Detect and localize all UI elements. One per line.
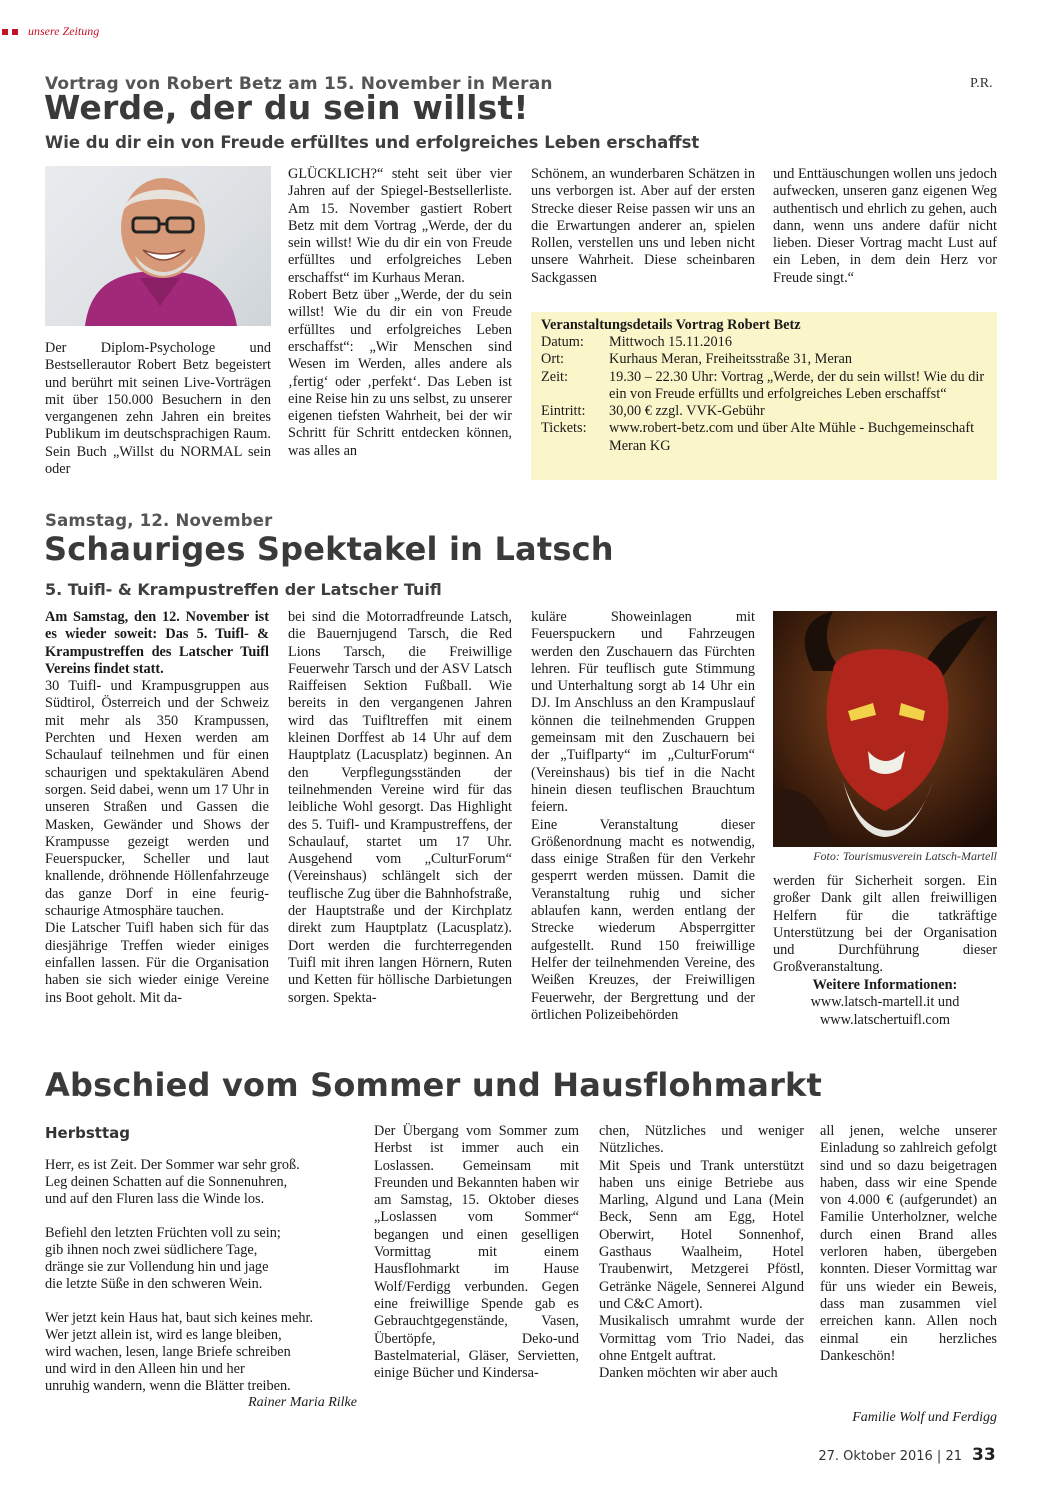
krampus-photo <box>773 611 997 847</box>
event-details-box <box>531 312 997 480</box>
article1-col4: und Enttäuschungen wollen uns jedoch aufwecken, unseren ganz eigenen Weg authentisch und ehrlich zu gehen, auch dann, wenn uns andere dafür nicht lieben. Dieser Vortrag macht Lust auf ein Leben, in dem dein Herz vor Freude singt.“ <box>773 166 997 286</box>
poem-stanza-3: Wer jetzt kein Haus hat, baut sich keines mehr. Wer jetzt allein ist, wird es lange bleiben, wird wachen, lesen, lange Briefe schreiben und wird in den Alleen hin und her unruhig wandern, wenn die Blätter treiben. <box>45 1310 314 1394</box>
event-details-row <box>541 351 987 368</box>
article1-col2-para2: Robert Betz über „Werde, der du sein willst! Wie du dir ein von Freude erfülltes und erfolgreiches Leben erschaffst“: „Wir Menschen sind Wesen im Werden, alles andere als ‚fertig‘ oder ‚perfekt‘. Das Leben ist eine Reise hin zu uns selbst, zu unserer eigenen tiefsten Wahrheit, bei der wir Schritt für Schritt entdecken können, was alles an <box>288 287 512 459</box>
event-details-value: www.robert-betz.com und über Alte Mühle - Buchgemeinschaft Meran KG <box>609 420 975 454</box>
link-latschertuifl[interactable]: www.latschertuifl.com <box>819 1011 951 1028</box>
article1-col2-para1: GLÜCKLICH?“ steht seit über vier Jahren auf der Spiegel-Bestsellerliste. Am 15. November gastiert Robert Betz mit dem Vortrag „Werde, der du sein willst! Wie du dir ein von Freude erfülltes und erfolgreiches Leben erschaffst“ im Kurhaus Meran. <box>288 166 512 286</box>
article1-col2 <box>288 166 512 460</box>
link-latsch-martell[interactable]: www.latsch-martell.it und <box>810 994 960 1011</box>
portrait-illustration <box>45 166 271 326</box>
poem <box>45 1157 365 1412</box>
poem-stanza-1: Herr, es ist Zeit. Der Sommer war sehr groß. Leg deinen Schatten auf die Sonnenuhren, und auf den Fluren lass die Winde los. <box>45 1157 300 1207</box>
article2-col1 <box>45 609 269 1007</box>
event-details-value: 19.30 – 22.30 Uhr: Vortrag „Werde, der du sein willst! Wie du dir ein von Freude erfüllts und erfolgreiches Leben erschaffst“ <box>609 368 985 402</box>
article2-col3 <box>531 609 755 1024</box>
masthead-squares <box>2 22 18 40</box>
event-details-row <box>541 334 987 351</box>
masthead-logo: unsere Zeitung <box>28 23 100 38</box>
article3-col3: chen, Nützliches und weniger Nützliches. Mit Speis und Trank unterstützt haben uns einige Betriebe aus Marling, Algund und Lana (Mein Beck, Senn am Egg, Hotel Oberwirt, Hotel Sonnenhof, Gasthaus Waalheim, Hotel Traubenwirt, Metzgerei Pföstl, Getränke Nägele, Sennerei Algund und C&C Amort). Musikalisch umrahmt wurde der Vormittag vom Trio Nadei, das ohne Entgelt auftrat. Danken möchten wir aber auch <box>599 1123 804 1382</box>
event-details-key: Zeit: <box>541 368 568 385</box>
article1-subheadline: Wie du dir ein von Freude erfülltes und erfolgreiches Leben erschaffst <box>45 133 700 152</box>
article2-col1-para2: Die Latscher Tuifl haben sich für das diesjährige Treffen wieder einiges einfallen lassen. Für die Organisation haben sie sich wieder einige Vereine ins Boot geholt. Mit da- <box>45 920 269 1006</box>
article2-col4: werden für Sicherheit sorgen. Ein großer Dank gilt allen freiwilligen Helfern für die tatkräftige Unterstützung bei der Organisation und Durchführung dieser Großveranstaltung. <box>773 873 997 976</box>
event-details-value: Kurhaus Meran, Freiheitsstraße 31, Meran <box>609 351 852 368</box>
event-details-row <box>541 420 987 455</box>
footer-date: 27. Oktober 2016 | 21 <box>818 1449 962 1464</box>
event-details-value: Mittwoch 15.11.2016 <box>609 334 732 350</box>
article1-headline: Werde, der du sein willst! <box>44 88 529 127</box>
event-details-key: Eintritt: <box>541 403 586 420</box>
event-details-key: Tickets: <box>541 420 587 437</box>
article3-headline: Abschied vom Sommer und Hausflohmarkt <box>45 1066 823 1104</box>
event-details-title: Veranstaltungsdetails Vortrag Robert Betz <box>541 317 801 333</box>
poem-author: Rainer Maria Rilke <box>248 1395 357 1410</box>
article2-headline: Schauriges Spektakel in Latsch <box>44 530 614 568</box>
article2-col2: bei sind die Motorradfreunde Latsch, die Bauernjugend Tarsch, die Red Lions Tarsch, die Freiwillige Feuerwehr Tarsch und der ASV Latsch Raiffeisen Sektion Fußball. Wie bereits in den vergangenen Jahren wird das Tuifltreffen mit einem kleinen Dorffest ab 14 Uhr auf dem Hauptplatz (Lacusplatz) beginnen. An den Verpflegungsständen der teilnehmenden Vereine wird für das leibliche Wohl gesorgt. Das Highlight des 5. Tuifl- und Krampustreffens, der Schaulauf, startet um 17 Uhr. Ausgehend vom „CulturForum“ (Vereinshaus) schlängelt sich der teuflische Zug über die Bahnhofstraße, der Hauptstraße und der Kirchplatz direkt zum Hauptplatz (Lacusplatz). Dort werden die furchterregenden Tuifl mit ihren langen Hörnern, Ruten und Ketten für höllische Darbietungen sorgen. Spekta- <box>288 609 512 1006</box>
article1-col3: Schönem, an wunderbaren Schätzen in uns verborgen ist. Aber auf der ersten Strecke dieser Reise passen wir uns an die Erwartungen anderer an, spielen Rollen, verstellen uns und leben nicht unsere Wahrheit. Diese scheinbaren Sackgassen <box>531 166 755 286</box>
event-details-value: 30,00 € zzgl. VVK-Gebühr <box>609 403 765 420</box>
page-number: 33 <box>972 1445 996 1465</box>
krampus-illustration <box>773 611 997 847</box>
article2-subheadline: 5. Tuifl- & Krampustreffen der Latscher Tuifl <box>45 580 442 599</box>
article3-col4: all jenen, welche unserer Einladung so zahlreich gefolgt sind und so dazu beigetragen haben, dass wir eine Spende von 4.000 € (aufgerundet) an Familie Unterholzner, welche durch einen Brand alles verloren haben, übergeben konnten. Dieser Vormittag war für uns wieder ein Beweis, dass man zusammen viel erreichen kann. Allen noch einmal ein herzliches Dankeschön! <box>820 1123 997 1364</box>
article2-col3-para2: Eine Veranstaltung dieser Größenordnung macht es notwendig, dass einige Straßen für den Verkehr gesperrt werden müssen. Damit die Veranstaltung ruhig und sicher ablaufen kann, werden entlang der Strecke wiederum Absperrgitter aufgestellt. Rund 150 freiwillige Helfer der teilnehmenden Vereine, des Weißen Kreuzes, der Freiwilligen Feuerwehr, der Bergrettung und der örtlichen Polizeibehörden <box>531 816 755 1023</box>
article2-lead: Am Samstag, den 12. November ist es wieder soweit: Das 5. Tuifl- & Krampustreffen des Latscher Tuifl Vereins findet statt. <box>45 609 269 677</box>
more-info-label: Weitere Informationen: <box>812 977 958 993</box>
article2-col1-para1: 30 Tuifl- und Krampusgruppen aus Südtirol, Österreich und der Schweiz mit mehr als 350 Krampussen, Perchten und Hexen werden am Schaulauf teilnehmen und für einen schaurigen und spektakulären Abend sorgen. Seid dabei, wenn um 17 Uhr in unseren Straßen und Gassen die Masken, Gewänder und Shows der Krampusse gezeigt werden und Feuerspucker, Scheller und laut knallende, dröhnende Höllenfahrzeuge das ganze Dorf in eine feurig-schaurige Atmosphäre tauchen. <box>45 678 269 920</box>
event-details-row <box>541 403 987 420</box>
article3-col2: Der Übergang vom Sommer zum Herbst ist immer auch ein Loslassen. Gemeinsam mit Freunden und Bekannten haben wir am Samstag, 15. Oktober dieses „Loslassen vom Sommer“ begangen und einen geselligen Vormittag mit einem Hausflohmarkt im Hause Wolf/Ferdigg verbunden. Gegen eine freiwillige Spende gab es Gebrauchtgegenstände, Vasen, Übertöpfe, Deko-und Bastelmaterial, Gläser, Servietten, einige Bücher und Kindersa- <box>374 1123 579 1382</box>
poem-title: Herbsttag <box>45 1124 130 1142</box>
event-details-key: Datum: <box>541 334 584 350</box>
krampus-photo-caption: Foto: Tourismusverein Latsch-Martell <box>813 849 997 863</box>
article1-pr-label: P.R. <box>970 76 993 91</box>
article2-col3-para1: kuläre Showeinlagen mit Feuerspuckern und Fahrzeugen werden den Zuschauern das Fürchten lehren. Für teuflisch gute Stimmung und Unterhaltung sorgt ab 14 Uhr ein DJ. Im Anschluss an den Krampuslauf können die teilnehmenden Gruppen gemeinsam mit den Zuschauern bei der „Tuiflparty“ im „CulturForum“ (Vereinshaus) bis tief in die Nacht hinein diesen teuflischen Brauchtum feiern. <box>531 609 755 816</box>
poem-stanza-2: Befiehl den letzten Früchten voll zu sein; gib ihnen noch zwei südlichere Tage, dränge sie zur Vollendung hin und jage die letzte Süße in den schweren Wein. <box>45 1225 281 1292</box>
event-details-rows <box>541 334 987 455</box>
robert-betz-portrait <box>45 166 271 326</box>
event-details-key: Ort: <box>541 351 565 368</box>
article3-signature: Familie Wolf und Ferdigg <box>852 1410 997 1425</box>
masthead <box>2 22 99 40</box>
article1-col1: Der Diplom-Psychologe und Bestsellerautor Robert Betz begeistert und berührt mit seinen Live-Vorträgen mit über 150.000 Besuchern in den vergangenen zehn Jahren ein breites Publikum im deutschsprachigen Raum. Sein Buch „Willst du NORMAL sein oder <box>45 340 271 478</box>
article1-kicker: Vortrag von Robert Betz am 15. November in Meran <box>45 74 553 94</box>
event-details-row <box>541 369 987 404</box>
article2-more-info <box>773 977 997 1029</box>
article2-kicker: Samstag, 12. November <box>45 511 273 530</box>
